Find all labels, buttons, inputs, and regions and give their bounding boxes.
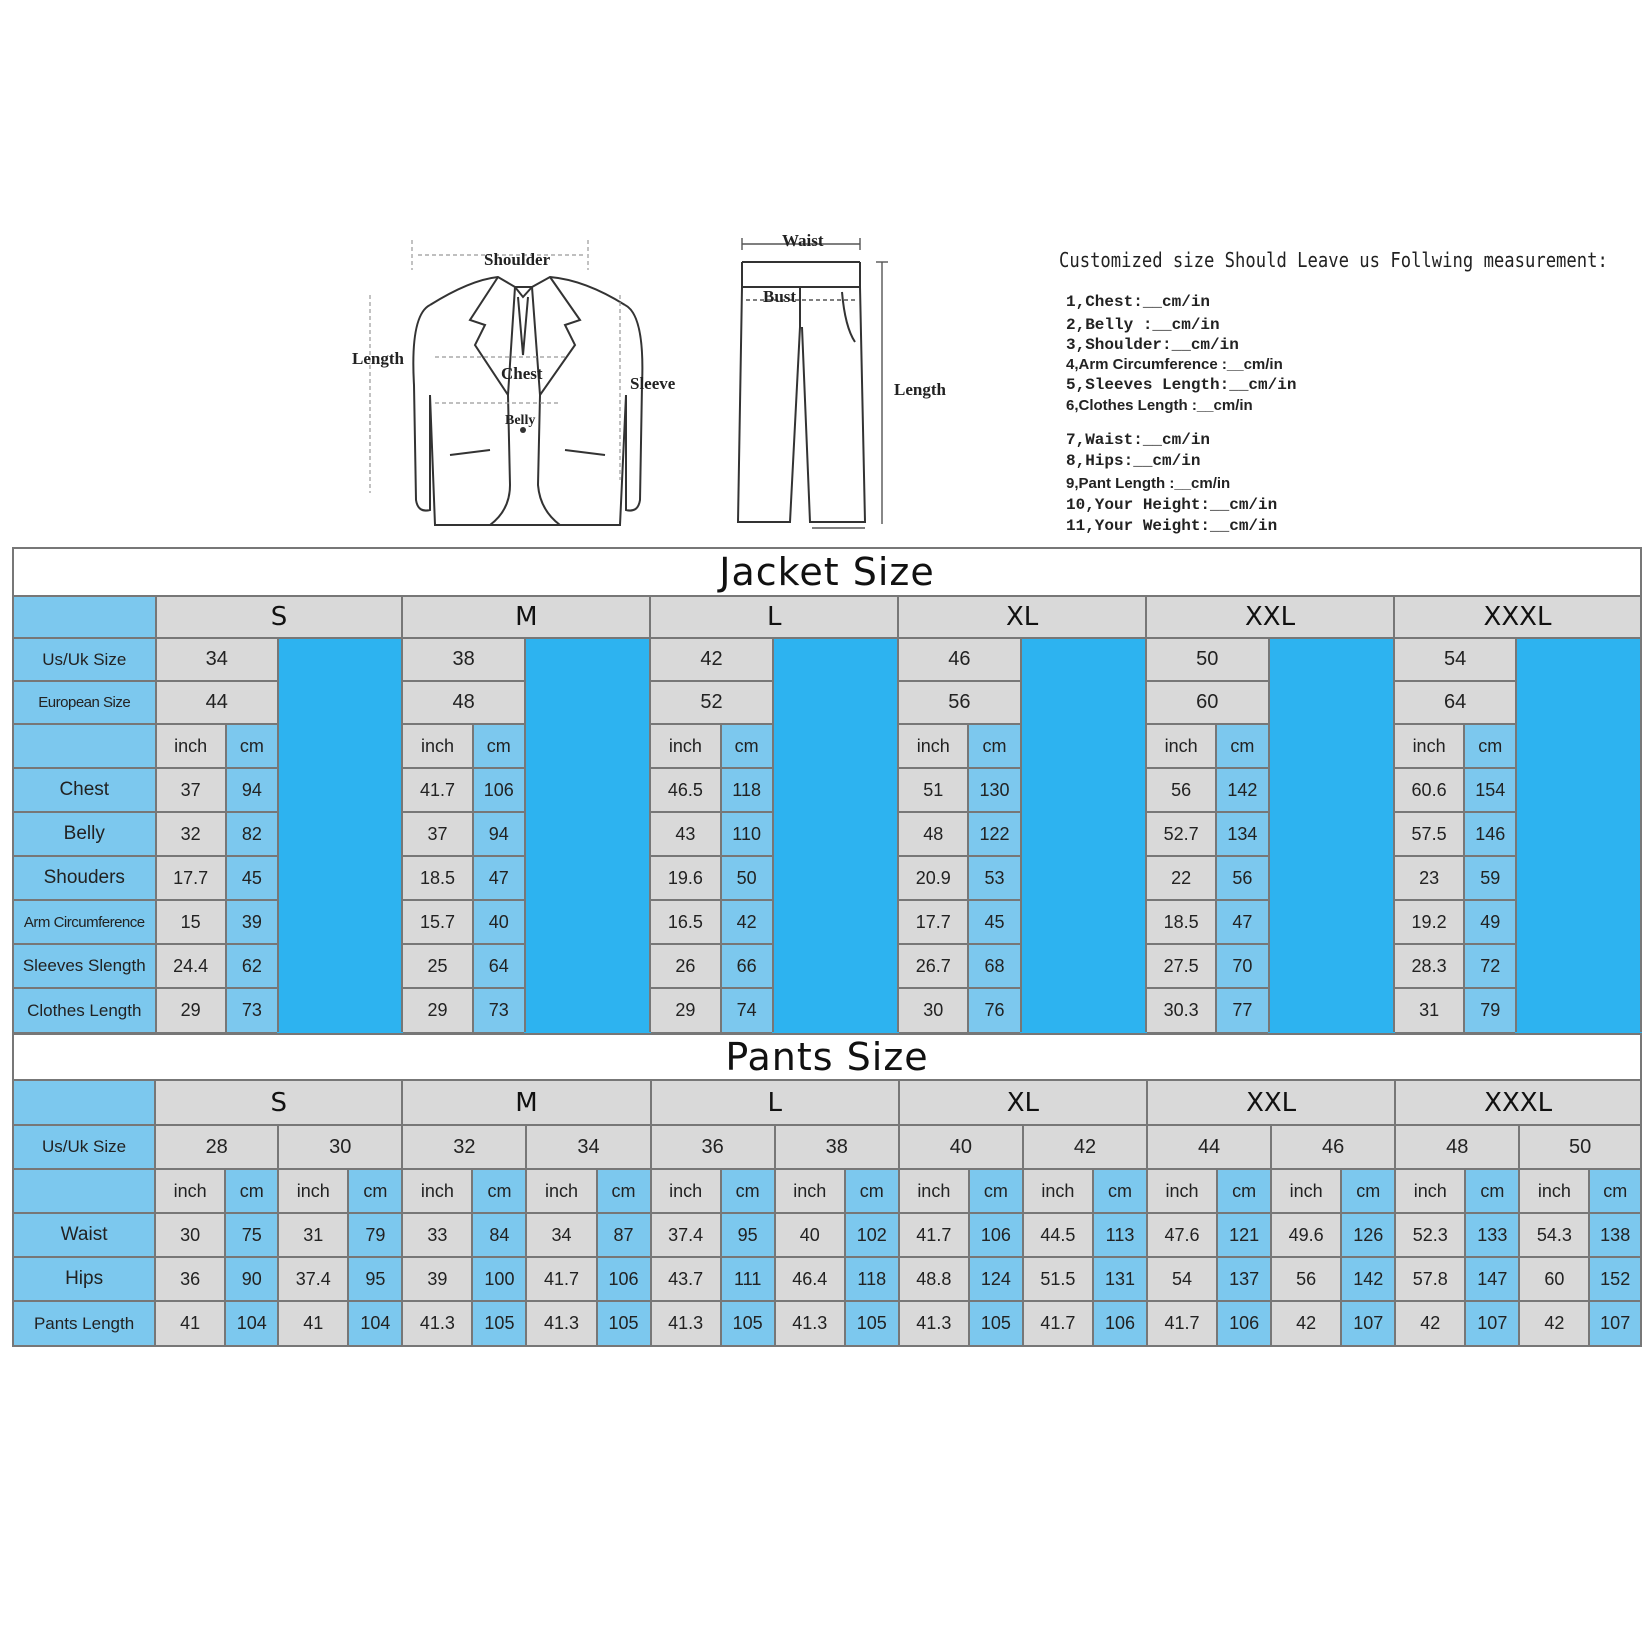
pants-inch-cell: 43.7	[651, 1257, 721, 1301]
unit-cm: cm	[225, 1169, 278, 1213]
unit-inch: inch	[526, 1169, 596, 1213]
jacket-inch-cell: 51	[898, 768, 968, 812]
instruction-item: 5,Sleeves Length:__cm/in	[1066, 376, 1297, 394]
jacket-cm-cell: 74	[721, 988, 773, 1033]
header-corner	[13, 596, 156, 638]
pants-label-length: Length	[894, 380, 946, 399]
pants-cm-cell: 79	[348, 1213, 402, 1257]
jacket-inch-cell: 23	[1394, 856, 1464, 900]
pants-inch-cell: 52.3	[1395, 1213, 1465, 1257]
jacket-inch-cell: 41.7	[402, 768, 472, 812]
pants-inch-cell: 36	[155, 1257, 225, 1301]
row-label: Us/Uk Size	[13, 638, 156, 681]
pants-inch-cell: 41.7	[1023, 1301, 1093, 1346]
instruction-item: 3,Shoulder:__cm/in	[1066, 336, 1239, 354]
pants-cm-cell: 138	[1589, 1213, 1641, 1257]
jacket-cm-cell: 47	[1216, 900, 1268, 944]
pants-inch-cell: 51.5	[1023, 1257, 1093, 1301]
jacket-inch-cell: 16.5	[650, 900, 720, 944]
us-uk-size-cell: 40	[899, 1125, 1023, 1169]
jacket-cm-cell: 68	[968, 944, 1020, 988]
us-uk-size-cell: 42	[1023, 1125, 1147, 1169]
instruction-item: 1,Chest:__cm/in	[1066, 293, 1211, 311]
jacket-inch-cell: 52.7	[1146, 812, 1216, 856]
jacket-cm-cell: 70	[1216, 944, 1268, 988]
size-header: XXXL	[1394, 596, 1641, 638]
jacket-cm-cell: 94	[473, 812, 525, 856]
size-header: M	[402, 596, 650, 638]
unit-cm: cm	[845, 1169, 899, 1213]
jacket-cm-cell: 73	[473, 988, 525, 1033]
unit-inch: inch	[155, 1169, 225, 1213]
pants-cm-cell: 102	[845, 1213, 899, 1257]
jacket-inch-cell: 15	[156, 900, 226, 944]
instruction-item: 6,Clothes Length :__cm/in	[1066, 397, 1253, 414]
pants-inch-cell: 48.8	[899, 1257, 969, 1301]
jacket-inch-cell: 29	[650, 988, 720, 1033]
unit-cm: cm	[1464, 724, 1516, 768]
european-size-cell: 52	[650, 681, 772, 724]
jacket-inch-cell: 28.3	[1394, 944, 1464, 988]
unit-inch: inch	[898, 724, 968, 768]
jacket-label-length: Length	[352, 349, 404, 368]
jacket-cm-cell: 110	[721, 812, 773, 856]
pants-cm-cell: 105	[969, 1301, 1023, 1346]
pants-inch-cell: 37.4	[278, 1257, 348, 1301]
pants-inch-cell: 33	[402, 1213, 472, 1257]
instruction-item: 8,Hips:__cm/in	[1066, 452, 1201, 470]
european-size-cell: 56	[898, 681, 1020, 724]
pants-inch-cell: 41.3	[775, 1301, 845, 1346]
jacket-inch-cell: 37	[402, 812, 472, 856]
jacket-cm-cell: 106	[473, 768, 525, 812]
us-uk-size-cell: 46	[898, 638, 1020, 681]
unit-cm: cm	[969, 1169, 1023, 1213]
jacket-label-sleeve: Sleeve	[630, 374, 676, 393]
jacket-cm-cell: 79	[1464, 988, 1516, 1033]
pants-inch-cell: 41.3	[651, 1301, 721, 1346]
jacket-inch-cell: 37	[156, 768, 226, 812]
jacket-cm-cell: 64	[473, 944, 525, 988]
instruction-item: 9,Pant Length :__cm/in	[1066, 475, 1231, 492]
jacket-cm-cell: 50	[721, 856, 773, 900]
pants-cm-cell: 87	[597, 1213, 651, 1257]
unit-cm: cm	[472, 1169, 526, 1213]
unit-inch: inch	[156, 724, 226, 768]
pants-cm-cell: 105	[597, 1301, 651, 1346]
jacket-size-table	[12, 547, 1642, 1034]
pants-cm-cell: 131	[1093, 1257, 1147, 1301]
jacket-inch-cell: 29	[156, 988, 226, 1033]
unit-inch: inch	[775, 1169, 845, 1213]
instruction-item: 10,Your Height:__cm/in	[1066, 496, 1278, 514]
pants-inch-cell: 41.7	[899, 1213, 969, 1257]
jacket-inch-cell: 57.5	[1394, 812, 1464, 856]
jacket-label-shoulder: Shoulder	[484, 250, 551, 269]
unit-cm: cm	[1217, 1169, 1271, 1213]
jacket-inch-cell: 20.9	[898, 856, 968, 900]
jacket-inch-cell: 46.5	[650, 768, 720, 812]
unit-inch: inch	[651, 1169, 721, 1213]
unit-inch: inch	[1271, 1169, 1341, 1213]
size-header: L	[651, 1080, 899, 1125]
jacket-cm-cell: 122	[968, 812, 1020, 856]
unit-inch: inch	[1023, 1169, 1093, 1213]
jacket-inch-cell: 19.6	[650, 856, 720, 900]
unit-inch: inch	[402, 1169, 472, 1213]
pants-inch-cell: 46.4	[775, 1257, 845, 1301]
jacket-label-belly: Belly	[505, 413, 536, 428]
unit-cm: cm	[1341, 1169, 1395, 1213]
european-size-cell: 48	[402, 681, 524, 724]
pants-cm-cell: 107	[1589, 1301, 1641, 1346]
us-uk-size-cell: 50	[1146, 638, 1268, 681]
jacket-inch-cell: 60.6	[1394, 768, 1464, 812]
pants-inch-cell: 60	[1519, 1257, 1589, 1301]
jacket-inch-cell: 30	[898, 988, 968, 1033]
unit-inch: inch	[1519, 1169, 1589, 1213]
instructions-heading: Customized size Should Leave us Follwing measurement:	[1059, 248, 1608, 272]
pants-inch-cell: 34	[526, 1213, 596, 1257]
pants-inch-cell: 54	[1147, 1257, 1217, 1301]
pants-cm-cell: 100	[472, 1257, 526, 1301]
pants-cm-cell: 107	[1341, 1301, 1395, 1346]
jacket-cm-cell: 56	[1216, 856, 1268, 900]
instruction-item: 2,Belly :__cm/in	[1066, 316, 1220, 334]
pants-cm-cell: 95	[721, 1213, 775, 1257]
jacket-inch-cell: 26.7	[898, 944, 968, 988]
us-uk-size-cell: 34	[526, 1125, 650, 1169]
unit-cm: cm	[721, 724, 773, 768]
jacket-inch-cell: 25	[402, 944, 472, 988]
us-uk-size-cell: 46	[1271, 1125, 1395, 1169]
pants-cm-cell: 75	[225, 1213, 278, 1257]
blue-spacer	[1269, 638, 1394, 1033]
jacket-cm-cell: 59	[1464, 856, 1516, 900]
jacket-cm-cell: 66	[721, 944, 773, 988]
jacket-cm-cell: 134	[1216, 812, 1268, 856]
pants-inch-cell: 56	[1271, 1257, 1341, 1301]
pants-cm-cell: 107	[1465, 1301, 1519, 1346]
row-label: Us/Uk Size	[13, 1125, 155, 1169]
pants-cm-cell: 106	[1217, 1301, 1271, 1346]
unit-cm: cm	[721, 1169, 775, 1213]
pants-cm-cell: 105	[845, 1301, 899, 1346]
blue-spacer	[278, 638, 402, 1033]
pants-inch-cell: 41	[155, 1301, 225, 1346]
pants-inch-cell: 41.7	[1147, 1301, 1217, 1346]
size-header: XL	[898, 596, 1146, 638]
jacket-cm-cell: 45	[968, 900, 1020, 944]
jacket-inch-cell: 18.5	[1146, 900, 1216, 944]
pants-inch-cell: 37.4	[651, 1213, 721, 1257]
us-uk-size-cell: 48	[1395, 1125, 1519, 1169]
size-header: XL	[899, 1080, 1147, 1125]
pants-cm-cell: 104	[225, 1301, 278, 1346]
pants-inch-cell: 57.8	[1395, 1257, 1465, 1301]
pants-cm-cell: 90	[225, 1257, 278, 1301]
jacket-inch-cell: 29	[402, 988, 472, 1033]
unit-inch: inch	[1394, 724, 1464, 768]
jacket-inch-cell: 31	[1394, 988, 1464, 1033]
blue-spacer	[1021, 638, 1146, 1033]
pants-inch-cell: 41.3	[899, 1301, 969, 1346]
jacket-inch-cell: 17.7	[156, 856, 226, 900]
pants-cm-cell: 142	[1341, 1257, 1395, 1301]
pants-cm-cell: 126	[1341, 1213, 1395, 1257]
pants-inch-cell: 42	[1395, 1301, 1465, 1346]
size-header: S	[155, 1080, 402, 1125]
jacket-cm-cell: 146	[1464, 812, 1516, 856]
unit-cm: cm	[226, 724, 278, 768]
pants-cm-cell: 121	[1217, 1213, 1271, 1257]
unit-inch: inch	[1146, 724, 1216, 768]
jacket-inch-cell: 18.5	[402, 856, 472, 900]
us-uk-size-cell: 54	[1394, 638, 1516, 681]
instruction-item: 7,Waist:__cm/in	[1066, 431, 1211, 449]
unit-inch: inch	[899, 1169, 969, 1213]
pants-table-title: Pants Size	[13, 1034, 1641, 1080]
pants-cm-cell: 124	[969, 1257, 1023, 1301]
pants-cm-cell: 106	[597, 1257, 651, 1301]
unit-cm: cm	[1589, 1169, 1641, 1213]
unit-row-label	[13, 724, 156, 768]
jacket-cm-cell: 72	[1464, 944, 1516, 988]
jacket-cm-cell: 77	[1216, 988, 1268, 1033]
pants-cm-cell: 105	[721, 1301, 775, 1346]
jacket-cm-cell: 40	[473, 900, 525, 944]
jacket-cm-cell: 118	[721, 768, 773, 812]
unit-inch: inch	[1395, 1169, 1465, 1213]
pants-cm-cell: 105	[472, 1301, 526, 1346]
unit-cm: cm	[1465, 1169, 1519, 1213]
pants-cm-cell: 84	[472, 1213, 526, 1257]
pants-inch-cell: 47.6	[1147, 1213, 1217, 1257]
pants-cm-cell: 152	[1589, 1257, 1641, 1301]
unit-inch: inch	[402, 724, 472, 768]
pants-cm-cell: 106	[969, 1213, 1023, 1257]
pants-cm-cell: 113	[1093, 1213, 1147, 1257]
unit-cm: cm	[348, 1169, 402, 1213]
size-header: L	[650, 596, 898, 638]
european-size-cell: 44	[156, 681, 278, 724]
row-label-clothes-length: Clothes Length	[13, 988, 156, 1033]
row-label-shoulders: Shouders	[13, 856, 156, 900]
pants-inch-cell: 31	[278, 1213, 348, 1257]
unit-inch: inch	[650, 724, 720, 768]
pants-cm-cell: 106	[1093, 1301, 1147, 1346]
pants-inch-cell: 42	[1519, 1301, 1589, 1346]
pants-inch-cell: 41.7	[526, 1257, 596, 1301]
us-uk-size-cell: 30	[278, 1125, 402, 1169]
jacket-inch-cell: 56	[1146, 768, 1216, 812]
pants-inch-cell: 54.3	[1519, 1213, 1589, 1257]
european-size-cell: 64	[1394, 681, 1516, 724]
jacket-cm-cell: 49	[1464, 900, 1516, 944]
jacket-inch-cell: 24.4	[156, 944, 226, 988]
pants-inch-cell: 44.5	[1023, 1213, 1093, 1257]
blue-spacer	[525, 638, 650, 1033]
pants-inch-cell: 41.3	[402, 1301, 472, 1346]
unit-cm: cm	[1093, 1169, 1147, 1213]
jacket-inch-cell: 17.7	[898, 900, 968, 944]
blue-spacer	[1516, 638, 1641, 1033]
jacket-inch-cell: 30.3	[1146, 988, 1216, 1033]
jacket-inch-cell: 15.7	[402, 900, 472, 944]
jacket-table-title: Jacket Size	[13, 548, 1641, 596]
pants-cm-cell: 104	[348, 1301, 402, 1346]
jacket-inch-cell: 43	[650, 812, 720, 856]
pants-cm-cell: 133	[1465, 1213, 1519, 1257]
unit-cm: cm	[473, 724, 525, 768]
jacket-cm-cell: 42	[721, 900, 773, 944]
size-header: S	[156, 596, 403, 638]
jacket-inch-cell: 19.2	[1394, 900, 1464, 944]
pants-cm-cell: 111	[721, 1257, 775, 1301]
pants-inch-cell: 40	[775, 1213, 845, 1257]
us-uk-size-cell: 28	[155, 1125, 278, 1169]
unit-cm: cm	[597, 1169, 651, 1213]
pants-inch-cell: 30	[155, 1213, 225, 1257]
size-header: XXL	[1147, 1080, 1395, 1125]
pants-cm-cell: 137	[1217, 1257, 1271, 1301]
unit-row-label	[13, 1169, 155, 1213]
jacket-cm-cell: 142	[1216, 768, 1268, 812]
pants-cm-cell: 118	[845, 1257, 899, 1301]
jacket-cm-cell: 82	[226, 812, 278, 856]
us-uk-size-cell: 36	[651, 1125, 775, 1169]
row-label-hips: Hips	[13, 1257, 155, 1301]
us-uk-size-cell: 44	[1147, 1125, 1271, 1169]
jacket-cm-cell: 62	[226, 944, 278, 988]
row-label-chest: Chest	[13, 768, 156, 812]
instruction-item: 4,Arm Circumference :__cm/in	[1066, 356, 1283, 373]
jacket-cm-cell: 94	[226, 768, 278, 812]
row-label-belly: Belly	[13, 812, 156, 856]
pants-cm-cell: 95	[348, 1257, 402, 1301]
pants-inch-cell: 39	[402, 1257, 472, 1301]
pants-label-bust: Bust	[763, 287, 797, 306]
european-size-cell: 60	[1146, 681, 1268, 724]
jacket-cm-cell: 39	[226, 900, 278, 944]
jacket-cm-cell: 76	[968, 988, 1020, 1033]
jacket-cm-cell: 45	[226, 856, 278, 900]
jacket-cm-cell: 73	[226, 988, 278, 1033]
row-label-waist: Waist	[13, 1213, 155, 1257]
jacket-inch-cell: 27.5	[1146, 944, 1216, 988]
instruction-item: 11,Your Weight:__cm/in	[1066, 517, 1278, 535]
header-corner	[13, 1080, 155, 1125]
jacket-inch-cell: 26	[650, 944, 720, 988]
size-header: XXL	[1146, 596, 1394, 638]
pants-inch-cell: 41.3	[526, 1301, 596, 1346]
pants-cm-cell: 147	[1465, 1257, 1519, 1301]
jacket-cm-cell: 130	[968, 768, 1020, 812]
pants-label-waist: Waist	[782, 231, 824, 250]
pants-inch-cell: 42	[1271, 1301, 1341, 1346]
jacket-cm-cell: 53	[968, 856, 1020, 900]
row-label: European Size	[13, 681, 156, 724]
us-uk-size-cell: 34	[156, 638, 278, 681]
jacket-cm-cell: 154	[1464, 768, 1516, 812]
row-label-sleeves-length: Sleeves Slength	[13, 944, 156, 988]
jacket-inch-cell: 32	[156, 812, 226, 856]
unit-cm: cm	[1216, 724, 1268, 768]
pants-inch-cell: 41	[278, 1301, 348, 1346]
row-label-arm-circumference: Arm Circumference	[13, 900, 156, 944]
pants-inch-cell: 49.6	[1271, 1213, 1341, 1257]
unit-cm: cm	[968, 724, 1020, 768]
us-uk-size-cell: 42	[650, 638, 772, 681]
size-header: M	[402, 1080, 650, 1125]
us-uk-size-cell: 32	[402, 1125, 526, 1169]
unit-inch: inch	[278, 1169, 348, 1213]
us-uk-size-cell: 50	[1519, 1125, 1641, 1169]
size-header: XXXL	[1395, 1080, 1641, 1125]
jacket-cm-cell: 47	[473, 856, 525, 900]
unit-inch: inch	[1147, 1169, 1217, 1213]
pants-size-table	[12, 1033, 1642, 1347]
us-uk-size-cell: 38	[402, 638, 524, 681]
jacket-label-chest: Chest	[501, 364, 543, 383]
jacket-inch-cell: 22	[1146, 856, 1216, 900]
us-uk-size-cell: 38	[775, 1125, 899, 1169]
row-label-pants-length: Pants Length	[13, 1301, 155, 1346]
jacket-inch-cell: 48	[898, 812, 968, 856]
blue-spacer	[773, 638, 898, 1033]
